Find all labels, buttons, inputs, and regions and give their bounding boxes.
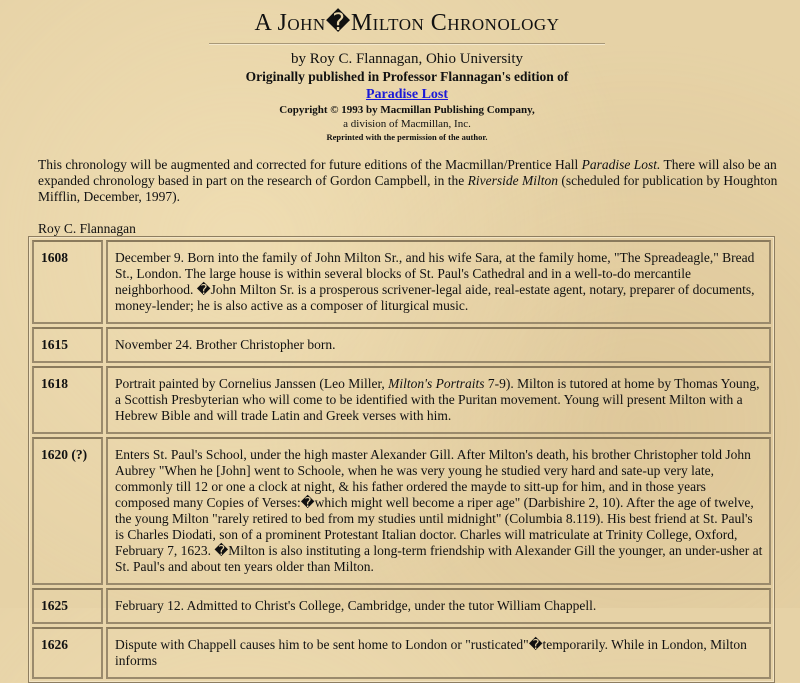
year-cell: 1608 — [32, 240, 103, 324]
event-cell: Portrait painted by Cornelius Janssen (Leo Miller, Milton's Portraits 7-9). Milton is tutored at home by Thomas Young, a Scottish Presbyterian who will come to be identified with the Puritan movement. Young will present Milton with a Hebrew Bible and will trade Latin and Greek verses with him. — [106, 366, 771, 434]
event-cell: November 24. Brother Christopher born. — [106, 327, 771, 363]
table-row — [32, 240, 771, 324]
copyright: Copyright © 1993 by Macmillan Publishing Company, — [279, 104, 535, 116]
year-cell: 1615 — [32, 327, 103, 363]
chronology-table — [28, 236, 775, 683]
reprint-note: Reprinted with the permission of the author. — [326, 132, 488, 142]
event-cell: Dispute with Chappell causes him to be sent home to London or "rusticated"�temporarily. While in London, Milton informs — [106, 627, 771, 679]
page — [0, 8, 800, 237]
page-title: A John�Milton Chronology — [254, 10, 560, 36]
year-cell: 1620 (?) — [32, 437, 103, 585]
intro-paragraph: This chronology will be augmented and corrected for future editions of the Macmillan/Prentice Hall Paradise Lost. There will also be an expanded chronology based in part on the research of Gordon Campbell, in the Riverside Milton (scheduled for publication by Houghton Mifflin, December, 1997). — [38, 157, 778, 204]
year-cell: 1618 — [32, 366, 103, 434]
event-cell: December 9. Born into the family of John Milton Sr., and his wife Sara, at the family home, "The Spreadeagle," Bread St., London. The large house is within several blocks of St. Paul's Cathedral and in a well-to-do mercantile neighborhood. �John Milton Sr. is a prosperous scrivener-legal aide, real-estate agent, notary, preparer of documents, money-lender; he is also active as a composer of liturgical music. — [106, 240, 771, 324]
year-cell: 1625 — [32, 588, 103, 624]
publisher-division: a division of Macmillan, Inc. — [343, 118, 471, 130]
byline: by Roy C. Flannagan, Ohio University — [290, 51, 524, 67]
table-row — [32, 437, 771, 585]
event-cell: February 12. Admitted to Christ's College, Cambridge, under the tutor William Chappell. — [106, 588, 771, 624]
table-row — [32, 588, 771, 624]
table-row — [32, 327, 771, 363]
year-cell: 1626 — [32, 627, 103, 679]
table-row — [32, 627, 771, 679]
title-divider — [209, 43, 605, 45]
event-cell: Enters St. Paul's School, under the high master Alexander Gill. After Milton's death, his brother Christopher told John Aubrey "When he [John] went to Schoole, when he was very young he studied very hard and sate-up very late, commonly till 12 or one a clock at night, & his father ordered the mayde to sitt-up for him, and in those years composed many Copies of Verses:�which might well become a riper age" (Darbishire 2, 10). After the age of twelve, the young Milton "rarely retired to bed from my studies until midnight" (Columbia 8.119). His best friend at St. Paul's is Charles Diodati, son of a prominent Protestant Italian doctor. Charles will matriculate at Trinity College, Oxford, February 7, 1623. �Milton is also instituting a long-term friendship with Alexander Gill the younger, an under-usher at St. Paul's and about ten years older than Milton. — [106, 437, 771, 585]
publication-note: Originally published in Professor Flannagan's edition of — [245, 69, 569, 84]
signature: Roy C. Flannagan — [38, 221, 136, 236]
table-row — [32, 366, 771, 434]
paradise-lost-link[interactable]: Paradise Lost — [365, 87, 449, 102]
